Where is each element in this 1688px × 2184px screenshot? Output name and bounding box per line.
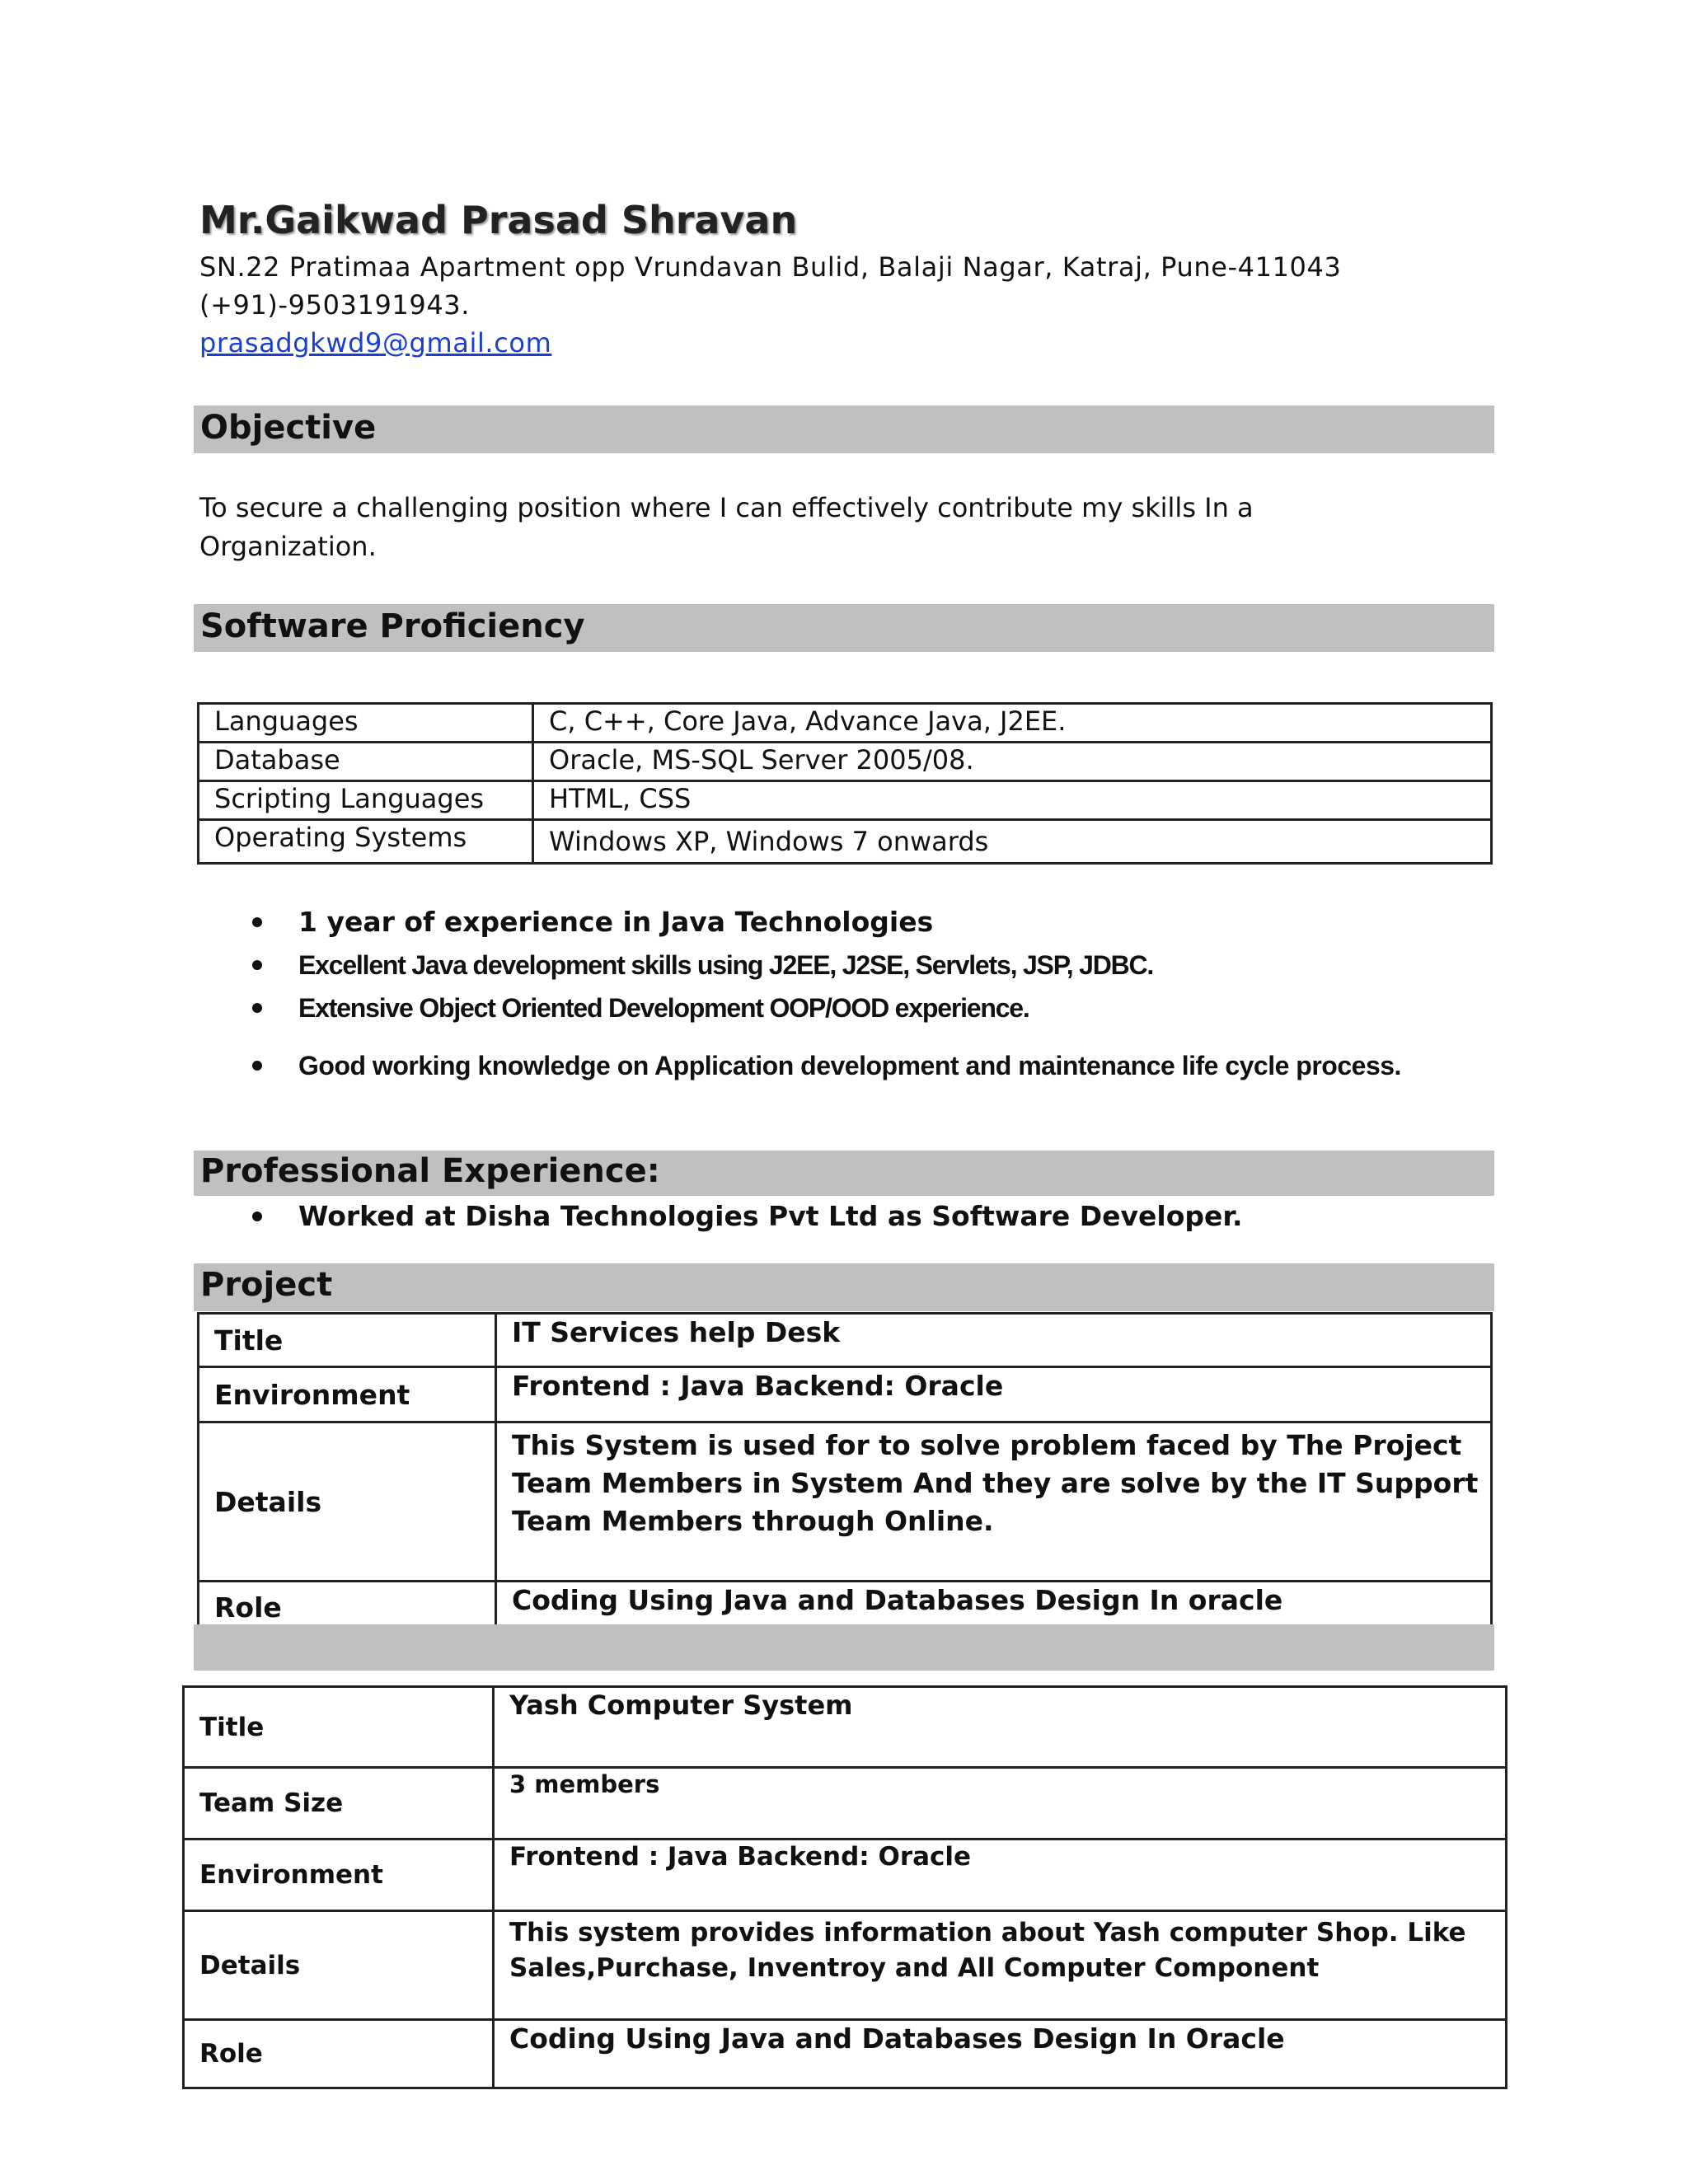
project-field-value: This System is used for to solve problem faced by The Project Team Members in System And they are solve by the IT Support Team Members through Online.: [496, 1422, 1492, 1582]
skill-key: Operating Systems: [199, 820, 533, 864]
software-section-bar: [194, 604, 1494, 652]
project-field-value: Coding Using Java and Databases Design In Oracle: [494, 2020, 1507, 2088]
project-field-key: Details: [184, 1911, 494, 2020]
bullet-icon: [252, 960, 262, 970]
bullet-icon: [252, 917, 262, 927]
experience-section-bar: [194, 1151, 1494, 1196]
project-section-bar: [194, 1263, 1494, 1311]
software-heading: Software Proficiency: [200, 607, 585, 645]
project-field-key: Role: [199, 1582, 496, 1633]
table-row: [184, 1687, 1507, 1768]
project-field-key: Environment: [184, 1840, 494, 1911]
experience-bullet-list: [199, 1196, 1243, 1237]
software-proficiency-table: [197, 702, 1493, 865]
list-item: [199, 1196, 1243, 1237]
project-2-table: [182, 1685, 1507, 2089]
bullet-text: Extensive Object Oriented Development OOP/OOD experience.: [298, 993, 1029, 1023]
table-row: [199, 743, 1492, 781]
email-link[interactable]: prasadgkwd9@gmail.com: [199, 327, 552, 359]
project-1-table: [197, 1312, 1493, 1634]
bullet-icon: [252, 1212, 262, 1221]
address: SN.22 Pratimaa Apartment opp Vrundavan Bulid, Balaji Nagar, Katraj, Pune-411043: [199, 251, 1342, 283]
table-row: [199, 1314, 1492, 1367]
skill-value: C, C++, Core Java, Advance Java, J2EE.: [533, 704, 1492, 743]
skills-bullet-list: [199, 901, 1401, 1087]
project-field-value: Coding Using Java and Databases Design In oracle: [496, 1582, 1492, 1633]
project-field-value: IT Services help Desk: [496, 1314, 1492, 1367]
project-separator-bar: [194, 1624, 1494, 1671]
project-field-value: This system provides information about Yash computer Shop. Like Sales,Purchase, Inventroy and All Computer Component: [494, 1911, 1507, 2020]
project-field-value: Yash Computer System: [494, 1687, 1507, 1768]
phone-number: (+91)-9503191943.: [199, 289, 471, 321]
table-row: [199, 704, 1492, 743]
project-heading: Project: [200, 1266, 333, 1304]
project-field-key: Title: [199, 1314, 496, 1367]
bullet-icon: [252, 1061, 262, 1071]
project-field-key: Team Size: [184, 1768, 494, 1840]
table-row: [199, 1367, 1492, 1422]
bullet-text: Worked at Disha Technologies Pvt Ltd as Software Developer.: [298, 1200, 1243, 1232]
project-field-value: Frontend : Java Backend: Oracle: [494, 1840, 1507, 1911]
candidate-name: Mr.Gaikwad Prasad Shravan: [199, 198, 798, 242]
table-row: [199, 1422, 1492, 1582]
skill-value: Oracle, MS-SQL Server 2005/08.: [533, 743, 1492, 781]
project-field-key: Details: [199, 1422, 496, 1582]
objective-text: To secure a challenging position where I can effectively contribute my skills In a Organization.: [199, 492, 1254, 562]
list-item: [199, 987, 1401, 1029]
list-item: [199, 1044, 1401, 1087]
bullet-text: 1 year of experience in Java Technologies: [298, 906, 934, 938]
project-field-key: Role: [184, 2020, 494, 2088]
objective-heading: Objective: [200, 409, 377, 447]
bullet-text: Good working knowledge on Application development and maintenance life cycle process.: [298, 1051, 1401, 1080]
table-row: [199, 781, 1492, 820]
table-row: [184, 2020, 1507, 2088]
bullet-text: Excellent Java development skills using J2EE, J2SE, Servlets, JSP, JDBC.: [298, 950, 1154, 980]
project-field-key: Environment: [199, 1367, 496, 1422]
bullet-icon: [252, 1003, 262, 1013]
project-field-value: Frontend : Java Backend: Oracle: [496, 1367, 1492, 1422]
skill-key: Scripting Languages: [199, 781, 533, 820]
table-row: [184, 1768, 1507, 1840]
skill-key: Database: [199, 743, 533, 781]
list-item: [199, 944, 1401, 987]
table-row: [184, 1840, 1507, 1911]
experience-heading: Professional Experience:: [200, 1152, 660, 1190]
table-row: [199, 820, 1492, 864]
skill-value: Windows XP, Windows 7 onwards: [533, 820, 1492, 864]
skill-key: Languages: [199, 704, 533, 743]
project-field-key: Title: [184, 1687, 494, 1768]
objective-section-bar: [194, 405, 1494, 453]
table-row: [184, 1911, 1507, 2020]
list-item: [199, 901, 1401, 944]
skill-value: HTML, CSS: [533, 781, 1492, 820]
project-field-value: 3 members: [494, 1768, 1507, 1840]
